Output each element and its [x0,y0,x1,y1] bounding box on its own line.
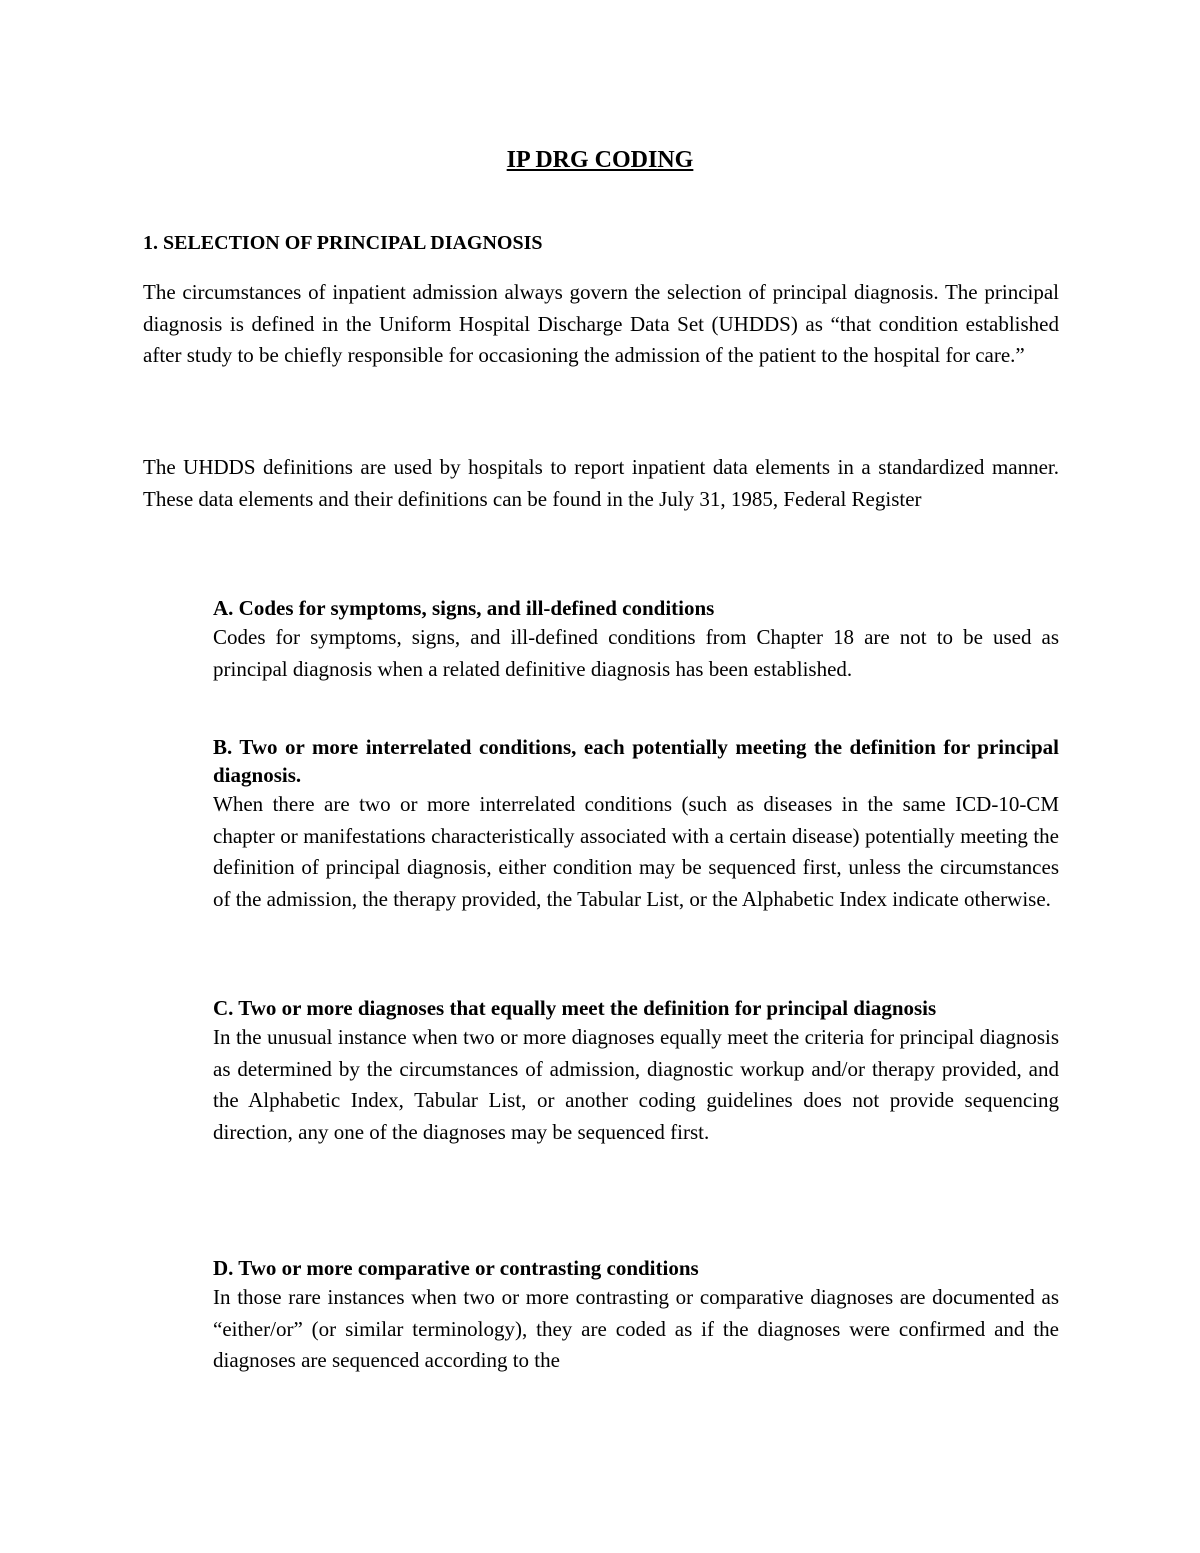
subsection-c [213,994,1059,1148]
subsection-heading: A. Codes for symptoms, signs, and ill-defined conditions [213,596,715,620]
subsection-body: In the unusual instance when two or more diagnoses equally meet the criteria for principal diagnosis as determined by the circumstances of admission, diagnostic workup and/or therapy provided, and the Alphabetic Index, Tabular List, or another coding guidelines does not provide sequencing direction, any one of the diagnoses may be sequenced first. [213,1025,1059,1144]
paragraph-principal-diagnosis: The circumstances of inpatient admission always govern the selection of principal diagnosis. The principal diagnosis is defined in the Uniform Hospital Discharge Data Set (UHDDS) as “that condition established after study to be chiefly responsible for occasioning the admission of the patient to the hospital for care.” [143,280,1059,367]
document-title: IP DRG CODING [506,147,694,173]
subsection-heading: D. Two or more comparative or contrasting conditions [213,1256,699,1280]
paragraph-uhdds-definitions: The UHDDS definitions are used by hospitals to report inpatient data elements in a standardized manner. These data elements and their definitions can be found in the July 31, 1985, Federal Register [143,455,1059,511]
subsection-b [213,733,1059,915]
subsection-d [213,1254,1059,1377]
subsection-heading: B. Two or more interrelated conditions, each potentially meeting the definition for principal diagnosis. [213,735,1059,787]
subsection-body: In those rare instances when two or more contrasting or comparative diagnoses are documented as “either/or” (or similar terminology), they are coded as if the diagnoses were confirmed and the diagnoses are sequenced according to the [213,1285,1059,1372]
subsection-body: Codes for symptoms, signs, and ill-defined conditions from Chapter 18 are not to be used as principal diagnosis when a related definitive diagnosis has been established. [213,625,1059,681]
subsection-body: When there are two or more interrelated conditions (such as diseases in the same ICD-10-CM chapter or manifestations characteristically associated with a certain disease) potentially meeting the definition of principal diagnosis, either condition may be sequenced first, unless the circumstances of the admission, the therapy provided, the Tabular List, or the Alphabetic Index indicate otherwise. [213,792,1059,911]
section-heading: 1. SELECTION OF PRINCIPAL DIAGNOSIS [143,232,543,254]
subsection-heading: C. Two or more diagnoses that equally meet the definition for principal diagnosis [213,996,937,1020]
subsection-a [213,594,1059,685]
